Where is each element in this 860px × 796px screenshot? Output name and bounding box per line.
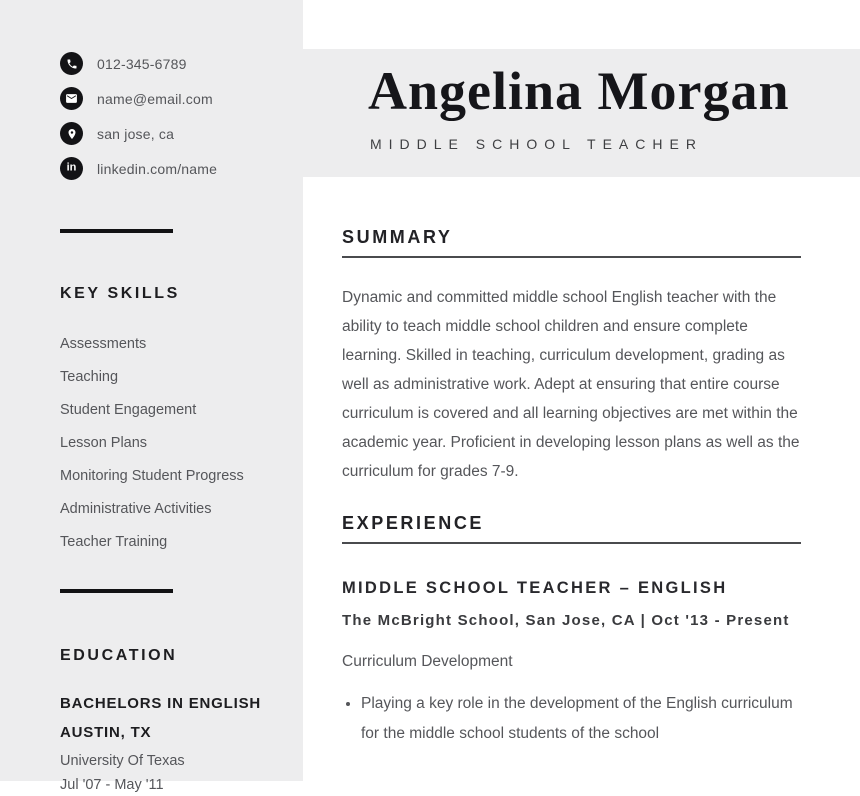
sidebar-divider-bottom — [60, 589, 173, 593]
skill-item: Lesson Plans — [60, 435, 148, 451]
job-meta: The McBright School, San Jose, CA | Oct '13 - Present — [342, 612, 790, 629]
summary-heading: SUMMARY — [342, 226, 801, 258]
candidate-title: MIDDLE SCHOOL TEACHER — [370, 136, 703, 152]
contact-item-linkedin — [60, 151, 217, 186]
education-heading: EDUCATION — [60, 647, 178, 664]
contact-email-text: name@email.com — [97, 90, 213, 107]
contact-phone-text: 012-345-6789 — [97, 55, 187, 72]
job-title: MIDDLE SCHOOL TEACHER – ENGLISH — [342, 579, 728, 597]
sidebar — [0, 0, 303, 793]
education-section — [60, 647, 290, 796]
key-skills-section — [60, 285, 244, 559]
contact-item-phone — [60, 46, 217, 81]
skill-item: Administrative Activities — [60, 501, 212, 517]
bullet-list — [342, 689, 801, 749]
skill-item: Teacher Training — [60, 534, 168, 550]
bullet-item: • Playing a key role in the development of the English curriculum for the middle school students of the school — [361, 689, 801, 749]
skill-item: Student Engagement — [60, 402, 197, 418]
candidate-name: Angelina Morgan — [368, 61, 790, 121]
phone-icon — [60, 52, 83, 75]
job-category: Curriculum Development — [342, 653, 513, 670]
education-dates: Jul '07 - May '11 — [60, 777, 164, 793]
contact-linkedin-text: linkedin.com/name — [97, 160, 218, 177]
experience-heading: EXPERIENCE — [342, 512, 801, 544]
key-skills-heading: KEY SKILLS — [60, 285, 180, 302]
contact-item-location — [60, 116, 217, 151]
sidebar-divider-top — [60, 229, 173, 233]
summary-body: Dynamic and committed middle school English teacher with the ability to teach middle school children and ensure complete learning. Skilled in teaching, curriculum development, grading as well as administrative work. Adept at ensuring that entire course curriculum is covered and all learning objectives are met within the academic year. Proficient in developing lesson plans as well as the curriculum for grades 7-9. — [342, 289, 800, 480]
education-degree — [60, 689, 290, 747]
skill-item: Teaching — [60, 369, 119, 385]
linkedin-icon: in — [60, 157, 83, 180]
contact-location-text: san jose, ca — [97, 125, 175, 142]
email-icon — [60, 87, 83, 110]
skill-item: Monitoring Student Progress — [60, 468, 244, 484]
contact-list — [60, 46, 217, 186]
header-band — [303, 49, 860, 177]
education-degree-line: BACHELORS IN ENGLISH — [60, 695, 262, 712]
education-school: University Of Texas — [60, 753, 185, 769]
main-column — [342, 177, 801, 749]
contact-item-email — [60, 81, 217, 116]
education-location-line: AUSTIN, TX — [60, 724, 152, 741]
skill-item: Assessments — [60, 336, 147, 352]
location-icon — [60, 122, 83, 145]
key-skills-list — [60, 328, 244, 559]
